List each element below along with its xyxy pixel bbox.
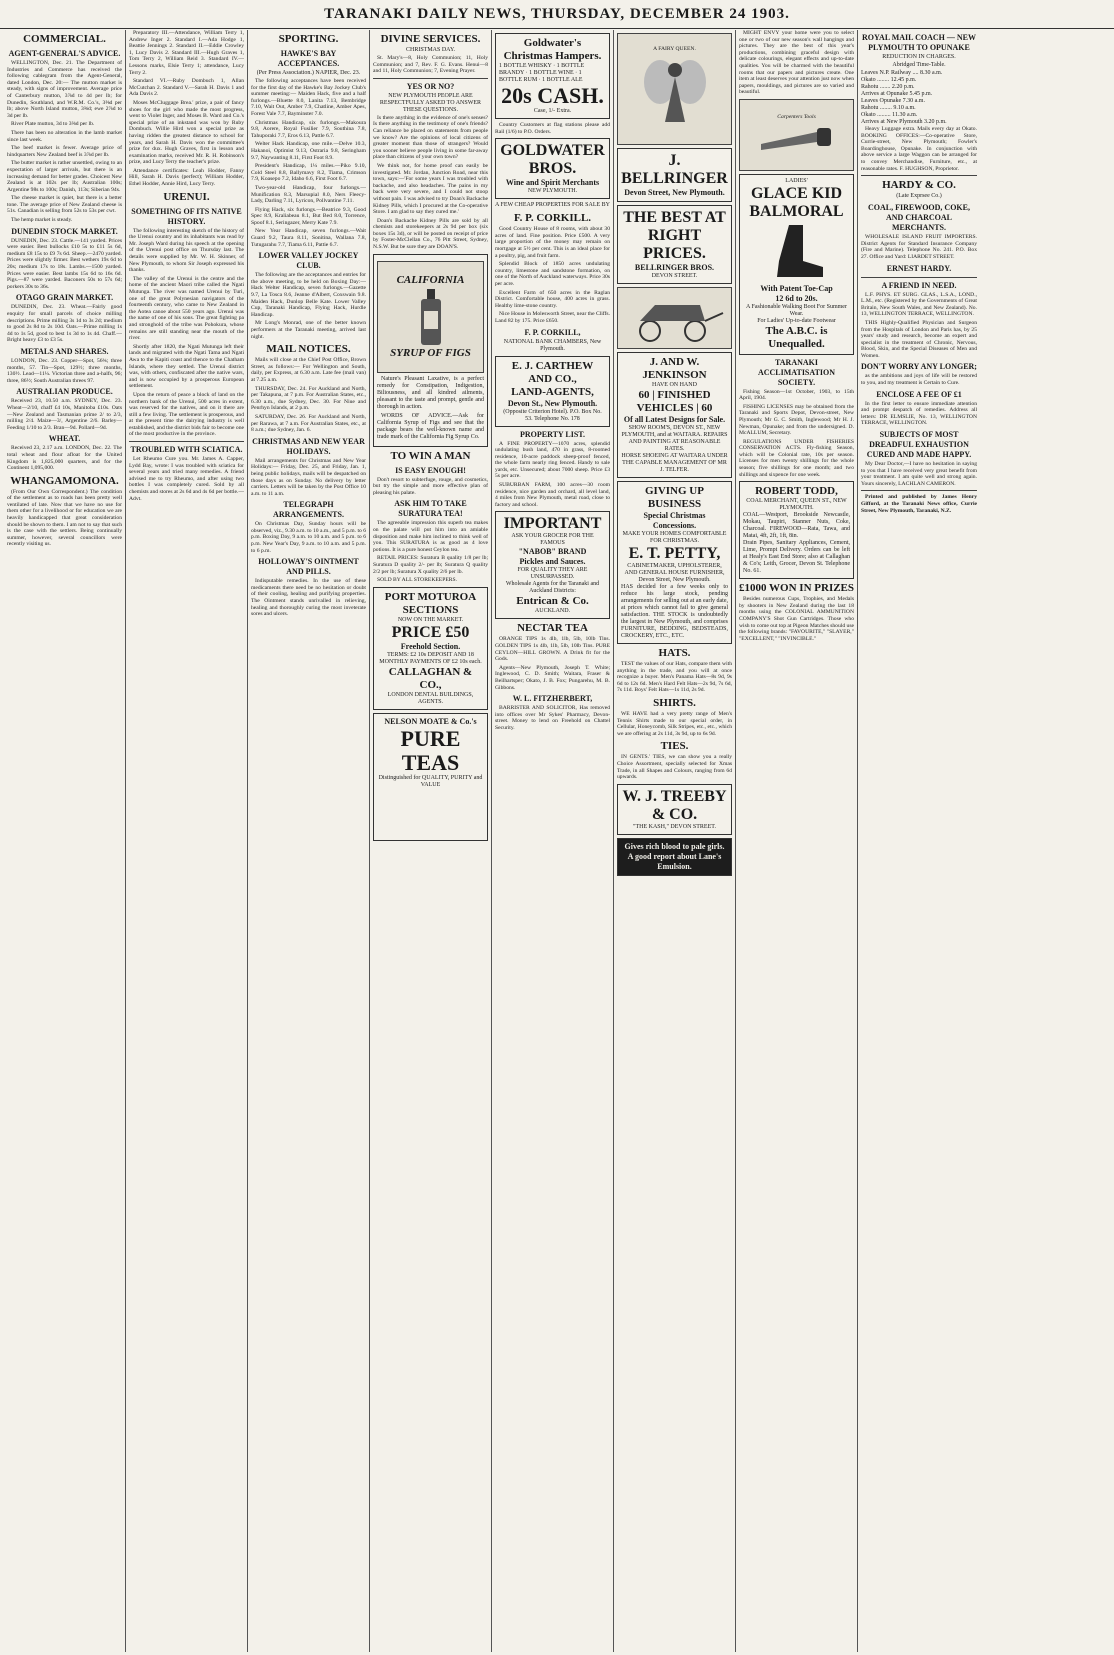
- carriage-icon: [625, 293, 725, 343]
- ad-heading: LAND-AGENTS,: [511, 385, 594, 398]
- goldwater-bros-ad: [495, 138, 610, 199]
- lanes-emulsion-ad: [617, 838, 732, 876]
- ad-subheading: Special Christmas Concessions.: [643, 511, 706, 530]
- article-paragraph: Flying Hack, six furlongs.—Beatrice 9.3, Good Spec 8.9, Kraliabeau 8.1, But Bed 8.0, Torrence, Spoof 8.1, Seringazer, Merry Kate 7.9.: [251, 206, 366, 226]
- fairy-queen-illustration: [617, 33, 732, 145]
- ad-heading: J. AND W. JENKINSON: [642, 356, 707, 381]
- article-paragraph: Christmas Handicap, six furlongs.—Makoura 9.8, Aorere, Royal Fusilier 7.9, Southina 7.8, Tahuporaki 7.7, Eros 6.13, Pattle 6.7.: [251, 119, 366, 139]
- ad-heading: ENCLOSE A FEE OF £1: [876, 389, 962, 399]
- ad-heading: W. J. TREEBY & CO.: [622, 787, 727, 823]
- ad-address: CABINETMAKER, UPHOLSTERER, AND GENERAL HOUSE FURNISHER, Devon Street, New Plymouth.: [624, 563, 725, 583]
- nabob-ad: [495, 511, 610, 619]
- ad-subheading: A FEW CHEAP PROPERTIES FOR SALE BY: [495, 202, 610, 209]
- ad-subheading: REDUCTION IN CHARGES.: [882, 54, 956, 60]
- ad-list: 1 BOTTLE WHISKY · 1 BOTTLE BRANDY · 1 BOTTLE WINE · 1 BOTTLE RUM · 1 BOTTLE ALE: [499, 63, 585, 83]
- timetable-row: Okato ........ 12.45 p.m.: [861, 77, 917, 83]
- ad-agent: CALLAGHAN & CO.,: [388, 665, 473, 691]
- article-heading: METALS AND SHARES.: [20, 346, 109, 356]
- article-paragraph: On Christmas Day, Sunday hours will be observed, viz., 9.30 a.m. to 10 a.m., and 5 p.m. to 6 p.m. Boxing Day, 9 a.m. to 10 a.m. and 5 p.m. to 6 p.m. New Year's Day, 9 a.m. to 10 a.m. and 5 p.m. to 6 p.m.: [251, 521, 366, 554]
- syrup-bottle-illustration: [377, 261, 484, 373]
- ad-paragraph: For Ladies' Up-to-date Footwear: [757, 317, 836, 324]
- ad-tagline: The A.B.C. is Unequalled.: [765, 324, 828, 350]
- ad-paragraph: Is there anything in the evidence of one's senses? Is there anything in the testimony of one's friends? Can reliance be placed on statements from people we know? Are the opinions of local citizens of greater moment than those of strangers? Would you sooner believe people living in some far-away place than citizens of your own town?: [373, 114, 488, 161]
- article-paragraph: DUNEDIN, Dec. 23. Wheat.—Fairly good enquiry for small parcels of choice milling descriptions. Prime milling 3s 1d to 3s 2d; medium to good 2s 8d to 2s 10d. Oats.—Prime milling 1s 4d to 1s 5d, good to best 1s 3d to 1s 4d. Chaff.—Bright heavy £3 to £3 5s.: [7, 304, 122, 344]
- ad-heading: Carpenters Tools: [777, 113, 816, 120]
- ad-subheading: IS EASY ENOUGH!: [395, 465, 466, 475]
- article-paragraph: The following acceptances have been received for the first day of the Hawke's Bay Jockey Club's summer meeting:— Maiden Hack, five and a half furlongs.—Bluette 8.0, Lanita 7.13, Bembridge 7.10, Wait Out, Amber 7.9, Chatline, Amber Apes, Forest Vale 7.7, Bayminster 7.0.: [251, 78, 366, 117]
- article-paragraph: Upon the return of peace a block of land on the northern bank of the Urenui, 500 acres in extent, was reserved for the natives, and on it there are still a few living. The settlement is prosperous, and at the present time the dairying industry is well established, and the district bids fair to become one of the most productive in the province.: [129, 391, 244, 438]
- ad-heading: GLACE KID BALMORAL: [749, 184, 844, 220]
- article-heading: CHRISTMAS AND NEW YEAR HOLIDAYS.: [252, 436, 365, 456]
- ad-heading: ROYAL MAIL COACH — NEW PLYMOUTH TO OPUNAKE: [862, 33, 976, 52]
- section-heading: COMMERCIAL.: [23, 33, 106, 45]
- article-paragraph: Mail arrangements for Christmas and New Year Holidays:— Friday, Dec. 25, and Friday, Jan. 1, being public holidays, mails will be despatched on those days as on Sunday. No delivery by letter carriers. Letters will be taken by the Post Office 10 a.m. to 11 a.m.: [251, 457, 366, 497]
- article-paragraph: Two-year-old Handicap, four furlongs.—Munification 8.3, Marsupial 8.0, Ners Fleecy-Lady, Darling 7.11, Lyricon, Pollvantine 7.11.: [251, 184, 366, 205]
- ad-address: NATIONAL BANK CHAMBERS, New Plymouth.: [503, 338, 602, 352]
- imprint: Printed and published by James Henry Gifford, at the Taranaki News office, Currie Street, New Plymouth, Taranaki, N.Z.: [861, 494, 977, 514]
- ad-paragraph: A Fashionable Walking Boot For Summer Wear.: [746, 303, 847, 317]
- article-paragraph: Preparatory III.—Attendance, William Terry 1, Andrew Inger 2. Standard I.—Ada Hodge 1, Beattie Jennings 2. Standard II.—Eddie Crowley 1, Lucy Davis 2. Standard III.—Hugh Graves 1, Tom Terry 2, William Reid 3. Standard IV.—Lessons marks, Elsie Terry 1; attendance, Lucy Terry 2.: [129, 30, 244, 76]
- ad-paragraph: IN GENTS.' TIES, we can show you a really Choice Assortment, specially selected for Xmas Trade, in all Shapes and Colours, ranging from 6d upwards.: [617, 754, 732, 781]
- article-paragraph: Received 23, 2.17 a.m. LONDON, Dec. 22. The total wheat and flour afloat for the United Kingdom is 1,825,000 quarters, and for the Continent 1,095,000.: [7, 445, 122, 472]
- article-heading: LOWER VALLEY JOCKEY CLUB.: [258, 251, 359, 271]
- ad-heading: ASK HIM TO TAKE SURATURA TEA!: [394, 499, 467, 519]
- article-paragraph: The following are the acceptances and entries for the above meeting, to be held on Boxing Day:— Hack Welter Handicap, seven furlongs.—Gazette 9.7, La Tosca 8.6, Jeanne d'Albert, Coxswain 9.8. Maiden Hack, Dunlop Belle Kate. Lower Valley Cup, Taranaki Handicap, Flying Hack, Hurdle Handicap.: [251, 272, 366, 318]
- ad-brand: "NABOB" BRAND: [518, 547, 587, 557]
- column-7: [736, 30, 858, 1652]
- ad-paragraph: RETAIL PRICES: Suratura B quality 1/8 per lb; Suratura D quality 2/- per lb; Suratura Q quality 2/2 per lb; Suratura X quality 2/6 per lb.: [373, 555, 488, 575]
- ad-heading: HATS.: [658, 647, 691, 659]
- ad-subheading: Wine and Spirit Merchants: [505, 178, 600, 188]
- timetable-row: Okato ......... 11.30 a.m.: [861, 112, 918, 118]
- ad-paragraph: WHOLESALE ISLAND FRUIT IMPORTERS. District Agents for Standard Insurance Company (Fire and Marine). Telephone No. 241. P.O. Box 27. Office and Yard: LIARDET STREET.: [861, 234, 977, 260]
- article-heading: HOLLOWAY'S OINTMENT AND PILLS.: [258, 557, 359, 577]
- ad-paragraph: SHOW ROOM'S, DEVON ST., NEW PLYMOUTH, and at WAITARA. REPAIRS AND PAINTING AT REASONABLE RATES.: [621, 425, 728, 452]
- ad-heading: ROBERT TODD,: [755, 485, 838, 498]
- ad-address: Devon St., New Plymouth.: [507, 398, 598, 408]
- bellringer-ad: [617, 148, 732, 202]
- section-heading: SPORTING.: [278, 33, 339, 45]
- ad-paragraph: MIGHT ENVY your home were you to select one or two of our new season's wall hangings and pictures. They are the best of this year's productions, combining graceful design with delicate colourings, elegant effects and up-to-date qualities. You will be charmed with the beautiful rooms that our papers and pictures create. One item at least deserves your attention just now when papers, mouldings, and pictures are so varied and beautiful.: [739, 30, 854, 96]
- article-paragraph: The following interesting sketch of the history of the Urenui country and its inhabitants was read by Mr. Joseph Ward during his speech at the opening of the Urenui post office on Thursday last. The details were supplied by Mr. W. H. Skinner, of New Plymouth, to whom Sir Joseph expressed his thanks.: [129, 227, 244, 274]
- article-heading: TELEGRAPH ARRANGEMENTS.: [273, 500, 344, 520]
- notice-paragraph: REGULATIONS UNDER FISHERIES CONSERVATION ACTS. Fly-fishing Season, which will be Colonial rate, 10s per season. Licenses for men twenty shillings for the whole season; five shillings for one month; and two shillings and sixpence for one week.: [739, 438, 854, 478]
- ad-heading: PORT MOTUROA SECTIONS: [384, 590, 477, 616]
- ad-heading: J. BELLRINGER: [621, 152, 728, 187]
- ad-address: NEW PLYMOUTH.: [527, 188, 578, 195]
- timetable-row: Leaves Opunake 7.30 a.m.: [861, 98, 925, 104]
- masthead-title: TARANAKI DAILY NEWS, THURSDAY, DECEMBER 24 1903.: [324, 5, 790, 22]
- ad-paragraph: THIS Highly-Qualified Physician and Surgeon from the Hospitals of London and Paris has, by 25 years' study and research, become an expert and specialist in the treatment of Chronic, Nervous, Blood, Skin, and the Special Diseases of Men and Women.: [861, 319, 977, 359]
- ad-agent-address: LONDON DENTAL BUILDINGS, AGENTS.: [387, 691, 474, 705]
- saw-icon: [757, 120, 837, 156]
- article-paragraph: The butter market is rather unsettled, owing to an expectation of larger arrivals, but there is an increasing demand for better grades. Choicest New Zealand is at 102s per lb; Australian 100s; Argentine 98s to 100s; Danish, 113s; Siberian 94s.: [7, 160, 122, 193]
- ad-heading: NECTAR TEA: [517, 622, 588, 635]
- ad-address: "THE KASH," DEVON STREET.: [633, 823, 716, 830]
- timetable: [861, 70, 977, 126]
- bottle-icon: [416, 287, 446, 347]
- ad-paragraph: L.F. PHYS. ET SURG. GLAS., L.S.A., LOND., L.M., etc. (Registered by the Governments of Great Britain, New South Wales, and New Zealand). No. 13, WELLINGTON TERRACE, WELLINGTON.: [861, 291, 977, 318]
- ad-brand: CALIFORNIA: [396, 273, 465, 286]
- article-paragraph: River Plate mutton, 3d to 3⅜d per lb.: [11, 121, 95, 128]
- column-6: [614, 30, 736, 1652]
- article-paragraph: Moses McCluggage Brea.' prize, a pair of fancy shoes for the girl who made the most progress, went to Violet Inger, and Moses B. Ward and Co.'s special prize of an inkstand was won by Ruby Dombuch. Willie Hird won a special prize as having ridden the greatest distance to school for years, and Sarah H. Davis won the committee's prize for dux. Hugh Graves, first in lesson and examination marks, received Mr. R. H. Robinson's prize, and Lucy Terry the teacher's prize.: [129, 99, 244, 166]
- ad-heading: E. J. CARTHEW AND CO.,: [511, 359, 594, 385]
- glace-kid-ad: [739, 174, 854, 355]
- ad-brand: E. T. PETTY,: [628, 545, 721, 562]
- divider: [861, 277, 977, 278]
- ad-heading: £1000 WON IN PRIZES: [739, 582, 855, 595]
- column-1: [4, 30, 126, 1652]
- article-heading: WHEAT.: [48, 434, 81, 444]
- ad-heading: THE BEST AT RIGHT PRICES.: [623, 209, 726, 262]
- ad-subheading: Of all Latest Designs for Sale.: [623, 415, 726, 424]
- ad-paragraph: as the ambitions and joys of life will be restored to you, and my treatment is Certain to Cure.: [861, 373, 977, 387]
- ad-paragraph: A FINE PROPERTY—1070 acres, splendid undulating bush land, 470 in grass, 8-roomed residence, 10-acre paddock sheep-proof fenced, the whole farm nearly ring fenced. Handy to sale yards, etc. Unsecured; about 7000 sheep. Price £3 5s per acre.: [495, 440, 610, 480]
- article-paragraph: New Year Handicap, seven furlongs.—Wait Guard 9.2, Taura 8.11, Sonitina, Wallana 7.8, Tutugarahu 7.7, Tiama 6.11, Pattie 6.7.: [251, 228, 366, 248]
- ad-subheading: HAVE ON HAND: [652, 382, 697, 388]
- ad-paragraph: Besides numerous Cups, Trophies, and Medals by shooters in New Zealand during the last 18 months using the COLONIAL AMMUNITION COMPANY'S Shot Gun Cartridges. Those who wish to come out top at Pigeon Matches should use the following brands: "FAVOURITE," "SLAYER," "EXCELLENT," "INVINCIBLE.": [739, 596, 854, 642]
- ad-paragraph: WORDS OF ADVICE.—Ask for California Syrup of Figs and see that the package bears the well-known name and trade mark of the California Fig Syrup Co.: [377, 412, 484, 440]
- ad-brand: NELSON MOATE & Co.'s: [384, 716, 477, 726]
- ad-product: PURE TEAS: [400, 725, 461, 775]
- boot-icon: [767, 221, 827, 281]
- ad-paragraph: WE HAVE had a very pretty range of Men's Tennis Shirts made to our special order, in Cellular, Honeycomb, Silk Stripes, etc., etc., which we are offering at 2s 11d, 3s 9d, up to 6s 9d.: [617, 710, 732, 737]
- ad-paragraph: In the first letter to ensure immediate attention and prompt despatch of remedies. Address all letters: DR ELMSLIE, No. 13, WELLINGTON TERRACE, WELLINGTON.: [861, 400, 977, 427]
- ad-product: SYRUP OF FIGS: [390, 346, 471, 359]
- column-4: [370, 30, 492, 1652]
- ad-address: COAL MERCHANT, QUEEN ST., NEW PLYMOUTH.: [746, 498, 847, 512]
- ad-brand: BELLRINGER BROS.: [634, 263, 715, 272]
- bellringer-bros-ad: [617, 205, 732, 284]
- ad-subheading: NEW PLYMOUTH PEOPLE ARE RESPECTFULLY ASKED TO ANSWER THESE QUESTIONS.: [379, 92, 482, 113]
- syrup-of-figs-ad: [373, 254, 488, 447]
- illustration-caption: A FAIRY QUEEN.: [653, 45, 696, 52]
- ad-paragraph: HORSE SHOEING AT WAITARA UNDER THE CAPABLE MANAGEMENT OF MR J. TELFER.: [621, 453, 728, 473]
- column-2: [126, 30, 248, 1652]
- ad-paragraph: ORANGE TIPS 1s 4lb, 1lb, 5lb, 10lb Tins. GOLDEN TIPS 1s 4lb, 1lb, 5lb, 10lb Tins. PURE CEYLON—HILL GROWN. A Drink fit for the Gods.: [495, 636, 610, 663]
- section-heading: DIVINE SERVICES.: [380, 33, 481, 45]
- ad-heading: SUBJECTS OF MOST DREADFUL EXHAUSTION CURED AND MADE HAPPY.: [866, 430, 972, 460]
- ad-paragraph: Doan's Backache Kidney Pills are sold by all chemists and storekeepers at 2s 9d per box (six boxes 15s 3d), or will be posted on receipt of price by Foster-McClellan Co., 76 Pitt Street, Sydney, N.S.W. But be sure they are DOAN'S.: [373, 217, 488, 251]
- timetable-row: Rahotu ........ 9.10 a.m.: [861, 105, 916, 111]
- ad-paragraph: We think not, for home proof can easily be investigated. Mr. Jordan, Junction Road, near this town, says:—'For some years I was troubled with backache, and also headaches. The pains in my back were very severe, and I could not stoop without pain. I was advised to try Doan's Backache Kidney Pills, which I procured at the Co-operative Store. I am glad to say they cured me.': [373, 162, 488, 216]
- ad-heading: TIES.: [660, 740, 689, 753]
- article-subheading: CHRISTMAS DAY.: [405, 47, 456, 53]
- ad-heading: SHIRTS.: [653, 696, 696, 709]
- article-heading: WHANGAMOMONA.: [10, 474, 119, 487]
- article-paragraph: Received 23, 10.50 a.m. SYDNEY, Dec. 23. Wheat—2/10, chaff £4 10s, Manitoba £10s. Oats—New Zealand and Tasmanian prime 2/ to 2/3, milling 2/4. Maize—3/, Argentine 2/6. Barley—Feeding 1/10 to 2/3. Bran—9d. Pollard—9d.: [7, 398, 122, 431]
- article-paragraph: The hemp market is steady.: [11, 217, 73, 224]
- ad-paragraph: SOLD BY ALL STOREKEEPERS.: [377, 577, 457, 584]
- ad-address: DEVON STREET.: [651, 273, 698, 279]
- article-paragraph: Indisputable remedies. In the use of these medicaments there need be no hesitation or doubt of their cooling, healing and purifying properties. The Ointment stands unrivalled in relieving, healing and thoroughly curing the most inveterate sores and ulcers.: [251, 578, 366, 618]
- ad-subheading: NOW ON THE MARKET.: [397, 616, 464, 623]
- ad-subheading: Abridged Time-Table.: [892, 62, 946, 68]
- ad-heading: GOLDWATER BROS.: [500, 142, 605, 178]
- ad-paragraph: The agreeable impression this superb tea makes on the palate will put him into an amiable disposition and make him inclined to think well of you. This SURATURA is as good as 4 love potions. It is a pure honest Ceylon tea.: [373, 520, 488, 553]
- carthew-ad: [495, 356, 610, 427]
- ad-paragraph: ASK YOUR GROCER FOR THE FAMOUS: [511, 533, 594, 547]
- article-heading: DUNEDIN STOCK MARKET.: [11, 226, 118, 236]
- timetable-row: Leaves N.P. Railway .... 8.30 a.m.: [861, 70, 943, 76]
- ad-tagline: Distinguished for QUALITY, PURITY and VALUE: [378, 774, 483, 788]
- ad-heading: TO WIN A MAN: [390, 449, 471, 462]
- divider: [129, 441, 244, 442]
- ad-heading: 60 | FINISHED VEHICLES | 60: [636, 389, 713, 414]
- ad-heading: PROPERTY LIST.: [519, 429, 586, 439]
- ad-subheading: (Late Exprsee Co.): [896, 193, 942, 200]
- article-paragraph: Mails will close at the Chief Post Office, Brown Street, as follows:— For Wellington and South, daily, per Express, at 6.30 a.m. Late fee (mail van) at 7.25 a.m.: [251, 357, 366, 383]
- timetable-row: Arrives at New Plymouth 3.20 p.m.: [861, 119, 947, 125]
- ad-heading: HARDY & CO.: [882, 179, 956, 192]
- goldwater-hampers-ad: [495, 33, 610, 119]
- column-5: [492, 30, 614, 1652]
- timetable-row: Rahotu ....... 2.20 p.m.: [861, 84, 915, 90]
- article-paragraph: The cheese market is quiet, but there is a better tone. The average price of New Zealand cheese is 51s. Canadian is selling from 52s to 53s per cwt.: [7, 195, 122, 215]
- article-paragraph: (From Our Own Correspondent.) The condition of the settlement as to roads has been pretty well ventilated of late. Now that we have no use for them other for a livelihood or for education we are heavily handicapped that great consideration should be shown to them. I am not to say that such is the case with the settlers. Being continually summer, however, several councillors were recently visiting us.: [7, 488, 122, 548]
- ad-note: Case, 1/- Extra.: [533, 108, 572, 114]
- column-3: [248, 30, 370, 1652]
- ad-paragraph: Country Customers at flag stations please add Rail (1/6) to P.O. Orders.: [495, 122, 610, 135]
- jenkinson-ad: [617, 352, 732, 478]
- ad-paragraph: SUBURBAN FARM, 100 acres—30 room residence, nice garden and orchard, all level land, 4 miles from New Plymouth, metal road, close to factory and school.: [495, 482, 610, 508]
- article-heading: URENUI.: [163, 190, 210, 203]
- ad-paragraph: Good Country House of 8 rooms, with about 30 acres of land. Fine position. Price £500. A very large proportion of the money may remain on mortgage at 5½ per cent. This is an ideal place for a poultry, pig, and fruit farm.: [495, 226, 610, 259]
- ad-paragraph: MAKE YOUR HOMES COMFORTABLE FOR CHRISTMAS.: [622, 531, 727, 544]
- masthead: [0, 0, 1114, 29]
- carriage-illustration: [617, 287, 732, 349]
- petty-ad: [617, 481, 732, 644]
- nelson-moate-tea-ad: [373, 713, 488, 841]
- ad-subheading: COAL, FIREWOOD, COKE, AND CHARCOAL MERCHANTS.: [867, 203, 970, 233]
- ad-heading: F. P. CORKILL,: [524, 327, 581, 337]
- ad-paragraph: Splendid Block of 1850 acres undulating country, limestone and sandstone formation, on one of the North of Auckland waterways. Price 30s per acre.: [495, 261, 610, 287]
- article-paragraph: THURSDAY, Dec. 24. For Auckland and North, per Takapuna, at 7 p.m. For Australian States, etc., 6.30 a.m., due Sydney, Dec. 30. For Niue and Penrhyn Islands, at 2 p.m.: [251, 385, 366, 412]
- ad-paragraph: Nice House in Molesworth Street, near the Cliffs. Land 82 by 175. Price £650.: [495, 311, 610, 324]
- carpenters-tools-illustration: [739, 99, 854, 171]
- article-dateline: (Per Press Association.) NAPIER, Dec. 23.: [256, 70, 361, 76]
- article-paragraph: LONDON, Dec. 23. Copper—Spot, 56¾; three months, 57. Tin—Spot, 129½; three months, 130½. Lead—11¼. Victorian three and a-halfs, 96; three, 86½; South Australian threes 97.: [7, 357, 122, 384]
- ad-heading: W. L. FITZHERBERT,: [512, 694, 593, 704]
- divider: [373, 78, 488, 79]
- treeby-ad: [617, 784, 732, 835]
- ad-address: Devon Street, New Plymouth.: [624, 188, 725, 197]
- ad-price: 12 6d to 20s.: [775, 293, 818, 303]
- article-heading: MAIL NOTICES.: [266, 343, 351, 356]
- ad-contact: (Opposite Criterion Hotel). P.O. Box No. 53. Telephone No. 178: [503, 408, 602, 422]
- ad-price: PRICE £50: [391, 623, 470, 641]
- port-moturoa-ad: [373, 587, 488, 710]
- ad-paragraph: COAL—Westport, Brookside Newcastle, Mokau, Taupiri, Stanner Nuts, Coke, Charcoal. FIREWOOD—Rata, Tawa, and Matai, 4ft, 2ft, 1ft, 8in.: [743, 512, 850, 540]
- ad-heading: GIVING UP BUSINESS: [645, 485, 704, 510]
- article-heading: OTAGO GRAIN MARKET.: [15, 293, 114, 303]
- robert-todd-ad: [739, 481, 854, 579]
- article-paragraph: SATURDAY, Dec. 26. For Auckland and North, per Rarawa, at 7 a.m. For Australian States, etc., at 8 a.m.; due Sydney, Jan. 6.: [251, 413, 366, 434]
- ad-heading: IMPORTANT: [503, 515, 602, 533]
- timetable-row: Arrives at Opunake 5.45 p.m.: [861, 91, 933, 97]
- ad-agent: Entrican & Co.: [516, 595, 589, 608]
- ad-paragraph: BARRISTER AND SOLICITOR, Has removed into offices over Mr Sykes' Pharmacy, Devon-street. Money to lend on Freehold on Chattel Security.: [495, 705, 610, 731]
- article-paragraph: St. Mary's—8, Holy Communion; 11, Holy Communion; and 7, Rev. F. G. Evans. Henui—8 and 11, Holy Communion; 7, Evening Prayer.: [373, 55, 488, 75]
- article-heading: HAWKE'S BAY ACCEPTANCES.: [277, 49, 340, 68]
- ad-signature: ERNEST HARDY.: [886, 263, 952, 273]
- article-paragraph: Attendance certificates: Leah Hodder, Fanny Hill, Sarah H. Davis (perfect); William Hodder, Ethel Hodder, Annie Hird, Lucy Terry.: [129, 167, 244, 188]
- article-paragraph: Let Rheumo Cure you. Mr. James A. Capper, Lydd Bay, wrote: I was troubled with sciatica for several years and tried many remedies. A friend advised me to try Rheumo, and after using two bottles I was completely cured. Sold by all chemists and stores at 2s 6d and 4s 6d per bottle.—Advt.: [129, 456, 244, 502]
- notice-paragraph: Fishing Season—1st October, 1903, to 15th April, 1904.: [739, 388, 854, 402]
- ad-heading: F. P. CORKILL.: [513, 212, 592, 225]
- ad-heading: A FRIEND IN NEED.: [881, 280, 957, 290]
- ad-paragraph: HAS decided for a few weeks only to reduce his large stock, pending arrangements for selling out at an early date, at prices which cannot fail to give general satisfaction. THE STOCK is undoubtedly the largest in New Plymouth, and comprises FURNITURE, BEDDING, BEDSTEADS, CROCKERY, ETC., ETC.: [621, 584, 728, 639]
- ad-address: AUCKLAND.: [534, 608, 571, 615]
- divider: [861, 490, 977, 491]
- article-paragraph: DUNEDIN, Dec. 23. Cattle.—141 yarded. Prices were easier. Best bullocks £10 5s to £11 5s 6d, medium £8 15s to £9 7s 6d. Sheep.—2470 yarded. Prices were slightly firmer. Best wethers 19s 6d to 20s; medium 17s to 18s. Lambs.—1500 yarded. Prices were easier. Best lambs 15s 6d to 16s 6d. Pigs.—87 were yarded. Baconers 50s to 57s 6d; porkers 30s to 36s.: [7, 237, 122, 290]
- ad-tagline: Gives rich blood to pale girls. A good report about Lane's Emulsion.: [624, 841, 725, 871]
- ad-terms: TERMS: £2 10s DEPOSIT AND 18 MONTHLY PAYMENTS OF £2 10s each.: [379, 651, 482, 665]
- ad-paragraph: Wholesale Agents for the Taranaki and Auckland Districts:: [505, 581, 600, 595]
- article-paragraph: WELLINGTON, Dec. 21. The Department of Industries and Commerce has received the following cablegram from the Agent-General, dated London, Dec. 20:— The mutton market is steady, with signs of improvement. Average price of Canterbury mutton, 3⅞d to 4d per lb; for Dunedin, Southland, and W.R.M. Co.'s, 3⅝d per lb; above North Island mutton, 3⅜d; ewe 2⅞d to 3d per lb.: [7, 60, 122, 119]
- fairy-icon: [640, 52, 710, 132]
- article-paragraph: The valley of the Urenui is the centre and the home of the ancient Maori tribe called the Ngati Mutunga. The river was named Urenui by Turi, one of the great Polynesian navigators of the fourteenth century, who came to New Zealand in the Aotea canoe about 550 years ago. Urenui was the name of one of his sons. The great fighting pa and stronghold of the tribe was Pohokura, whose remains are still standing near the mouth of the river.: [129, 275, 244, 342]
- ad-paragraph: TEST the values of our Hats, compare them with anything in the trade, and you will at once recognize a buyer. Men's Panama Hats—8s 9d, 9s 6d to 12s 6d. Men's Hard Felt Hats—2s 9d, 7s 6d, 7s 11d. Boys' Felt Hats—1s 11d, 2s 9d.: [617, 661, 732, 694]
- ad-paragraph: Agents—New Plymouth, Joseph T. White; Inglewood, C. D. Smith; Waitara, Fraser & Beilhartsper; Okato, J. B. Fox; Pungarehu, M. B. Gibbons.: [495, 664, 610, 691]
- ad-paragraph: Nature's Pleasant Laxative, is a perfect remedy for Constipation, Indigestion, Biliousness, and all kindred ailments, pleasant to the taste and prompt, gentle and thorough in action.: [377, 375, 484, 410]
- article-heading: AUSTRALIAN PRODUCE.: [16, 387, 113, 397]
- ad-paragraph: Don't resort to subterfuge, rouge, and cosmetics, but try the simple and more effective plan of pleasing his palate.: [373, 476, 488, 496]
- ad-subheading: Freehold Section.: [400, 641, 461, 651]
- article-paragraph: The beef market is fewer. Average price of hindquarters New Zealand beef is 3⅞d per lb.: [7, 145, 122, 158]
- article-paragraph: There has been no alteration in the lamb market since last week.: [7, 129, 122, 143]
- article-heading: AGENT-GENERAL'S ADVICE.: [8, 49, 121, 58]
- ad-paragraph: Drain Pipes, Sanitary Appliances, Cement, Lime, Prompt Delivery. Orders can be left at Healy's East End Store; also at Callaghan & Co's; Leith, Grocer, Devon St. Telephone No. 61.: [743, 540, 850, 575]
- columns: [4, 30, 1110, 1652]
- article-paragraph: Shortly after 1820, the Ngati Mutunga left their lands and migrated with the Ngati Tama and Ngati Awa to the Kapiti coast and thence to the Chatham Islands, where they settled. The Urenui district was, with others, confiscated after the native wars, and is now occupied by a prosperous European settlement.: [129, 343, 244, 390]
- article-paragraph: President's Handicap, 1¼ miles.—Piko 9.10, Cold Steel 8.8, Ballymavy 8.2, Tiama, Crimson 7.9, Koasepo 7.2, Idaho 6.6, First Foot 6.7.: [251, 163, 366, 183]
- notice-heading: TARANAKI ACCLIMATISATION SOCIETY.: [757, 357, 836, 387]
- article-heading: TROUBLED WITH SCIATICA.: [130, 445, 243, 455]
- ad-heading: DON'T WORRY ANY LONGER;: [861, 362, 977, 372]
- article-paragraph: Welter Hack Handicap, one mile.—Delve 10.3, Hakanoi, Optimist 9.13, Ostraria 9.8, Seringham 9.7, Naywanting 8.11, First Foot 8.9.: [251, 141, 366, 161]
- article-paragraph: Standard VI.—Ruby Dombuch 1, Allan McCutchan 2. Standard V.—Sarah H. Davis 1 and Ada Davis 2.: [129, 78, 244, 98]
- article-paragraph: Mr Long's Monrad, one of the better known performers at the Taranaki meeting, arrived last night.: [251, 320, 366, 340]
- divider: [861, 175, 977, 176]
- ad-paragraph: My Dear Doctor,—I have no hesitation in saying to you that I have received very great benefit from your treatment. I am quite well and strong again. Yours sincerely, LACHLAN CAMERON.: [861, 461, 977, 487]
- ad-paragraph: Heavy Luggage extra. Mails every day at Okato. BOOKING OFFICES:—Co-operative Store, Currie-street, New Plymouth; Fowler's Boardinghouse, Opunake. In conjunction with above service a large Waggon can be arranged for to convey Merchandise, Furniture, etc., at reasonable rates. F. HUGHSON, Proprietor.: [861, 126, 977, 172]
- ad-paragraph: FOR QUALITY THEY ARE UNSURPASSED.: [517, 567, 588, 581]
- column-8: [858, 30, 980, 1652]
- ad-heading: YES OR NO?: [406, 81, 455, 91]
- ad-paragraph: Excellent Farm of 650 acres in the Raglan District. Comfortable house, 400 acres in grass. Healthy lime-stone country.: [495, 289, 610, 309]
- ad-subheading: With Patent Toe-Cap: [760, 283, 833, 293]
- ad-heading: Goldwater's Christmas Hampers.: [503, 37, 602, 62]
- ad-label: LADIES': [785, 177, 808, 184]
- notice-paragraph: FISHING LICENSES may be obtained from the Taranaki and Sports Depot, Devon-street, New Plymouth; Mr G. C. Smith, Inglewood; Mr H. J. Newman, Opunake; and from the undersigned. D. McALLUM, Secretary.: [739, 403, 854, 437]
- article-subheading: SOMETHING OF ITS NATIVE HISTORY.: [131, 206, 242, 226]
- ad-price: 20s CASH.: [501, 83, 604, 108]
- ad-product: Pickles and Sauces.: [519, 557, 586, 567]
